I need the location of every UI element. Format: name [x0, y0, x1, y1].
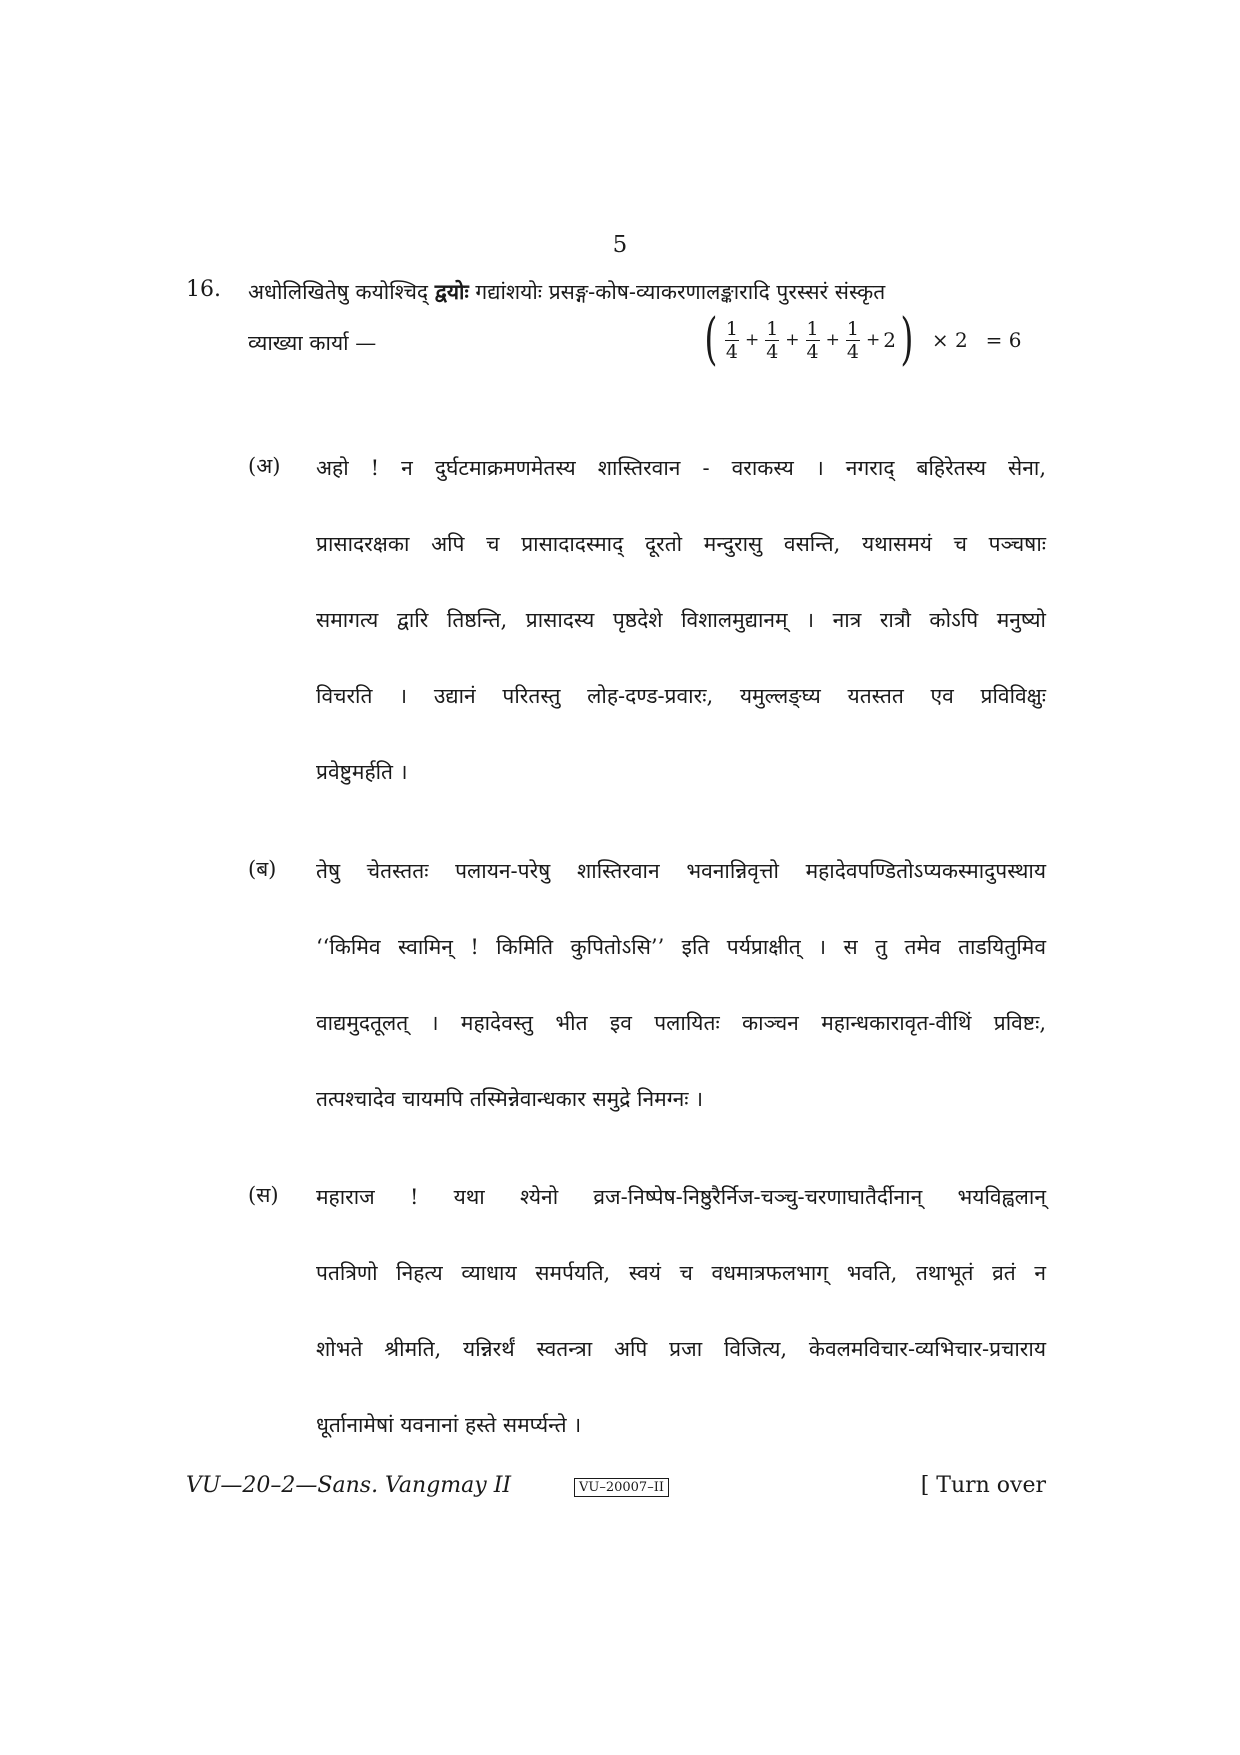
close-paren: ) — [900, 307, 914, 372]
passage-line: तेषु चेतस्ततः पलायन-परेषु शास्तिरवान भवनान्निवृत्तो महादेवपण्डितोऽप्यकस्मादुपस्थाय — [316, 859, 1046, 883]
passage-c — [316, 1177, 1046, 1481]
fraction — [725, 318, 739, 363]
marks-expression — [700, 307, 1022, 372]
instruction-line-2: व्याख्या कार्या — — [248, 331, 377, 355]
fraction — [806, 318, 820, 363]
passage-line: अहो ! न दुर्घटमाक्रमणमेतस्य शास्तिरवान - वराकस्य । नगराद् बहिरेतस्य सेना, — [316, 456, 1046, 480]
total-marks: = 6 — [985, 328, 1022, 352]
plus-sign: + — [785, 330, 800, 350]
passage-line: पतत्रिणो निहत्य व्याधाय समर्पयति, स्वयं च वधमात्रफलभाग् भवति, तथाभूतं व्रतं न — [316, 1261, 1046, 1285]
page-number: 5 — [612, 232, 628, 258]
question-number: 16. — [186, 277, 221, 302]
fraction-denominator: 4 — [846, 340, 859, 363]
turn-over-note: [ Turn over — [920, 1473, 1046, 1498]
passage-label-c: (स) — [248, 1183, 279, 1207]
instruction-prefix: अधोलिखितेषु कयोश्चिद् — [248, 280, 429, 304]
fraction-numerator: 1 — [725, 317, 738, 340]
passage-line: वाद्यमुदतूलत् । महादेवस्तु भीत इव पलायितः काञ्चन महान्धकारावृत-वीथिं प्रविष्टः, — [316, 1011, 1046, 1035]
passage-line: धूर्तानामेषां यवनानां हस्ते समर्प्यन्ते । — [316, 1413, 582, 1437]
passage-line: समागत्य द्वारि तिष्ठन्ति, प्रासादस्य पृष्ठदेशे विशालमुद्यानम् । नात्र रात्रौ कोऽपि मनुष्यो — [316, 608, 1046, 632]
multiplier: × 2 — [931, 328, 968, 352]
fraction-denominator: 4 — [725, 340, 738, 363]
passage-line: प्रासादरक्षका अपि च प्रासादादस्माद् दूरतो मन्दुरासु वसन्ति, यथासमयं च पञ्चषाः — [316, 532, 1046, 556]
passage-a — [316, 448, 1046, 828]
plus-sign: + — [825, 330, 840, 350]
passage-line: ‘‘किमिव स्वामिन् ! किमिति कुपितोऽसि’’ इति पर्यप्राक्षीत् । स तु तमेव ताडयितुमिव — [316, 935, 1046, 959]
fraction-numerator: 1 — [846, 317, 859, 340]
passage-line: विचरति । उद्यानं परितस्तु लोह-दण्ड-प्रवारः, यमुल्लङ्घ्य यतस्तत एव प्रविविक्षुः — [316, 684, 1046, 708]
passage-label-b: (ब) — [248, 857, 277, 881]
last-term: 2 — [883, 328, 896, 352]
plus-sign: + — [865, 330, 881, 350]
passage-line: तत्पश्चादेव चायमपि तस्मिन्नेवान्धकार समुद्रे निमग्नः । — [316, 1087, 704, 1111]
fraction-numerator: 1 — [766, 317, 779, 340]
passage-line: प्रवेष्टुमर्हति । — [316, 760, 408, 784]
open-paren: ( — [704, 307, 718, 372]
fraction — [846, 318, 860, 363]
plus-sign: + — [744, 330, 760, 350]
passage-line: शोभते श्रीमति, यन्निरर्थं स्वतन्त्रा अपि प्रजा विजित्य, केवलमविचार-व्यभिचार-प्रचाराय — [316, 1337, 1046, 1361]
fraction — [765, 318, 779, 363]
fraction-numerator: 1 — [806, 317, 819, 340]
fraction-denominator: 4 — [766, 340, 779, 363]
passage-label-a: (अ) — [248, 454, 281, 478]
instruction-bold-word: द्वयोः — [434, 279, 469, 304]
question-instruction — [248, 272, 1048, 312]
footer-paper-title: VU—20–2—Sans. Vangmay II — [186, 1473, 512, 1498]
passage-b — [316, 851, 1046, 1155]
fraction-denominator: 4 — [806, 340, 819, 363]
instruction-suffix: गद्यांशयोः प्रसङ्ग-कोष-व्याकरणालङ्कारादि पुरस्सरं संस्कृत — [475, 280, 886, 304]
footer-paper-code: VU–20007–II — [574, 1478, 669, 1497]
passage-line: महाराज ! यथा श्येनो व्रज-निष्पेष-निष्ठुरैर्निज-चञ्चु-चरणाघातैर्दीनान् भयविह्वलान् — [316, 1185, 1046, 1209]
